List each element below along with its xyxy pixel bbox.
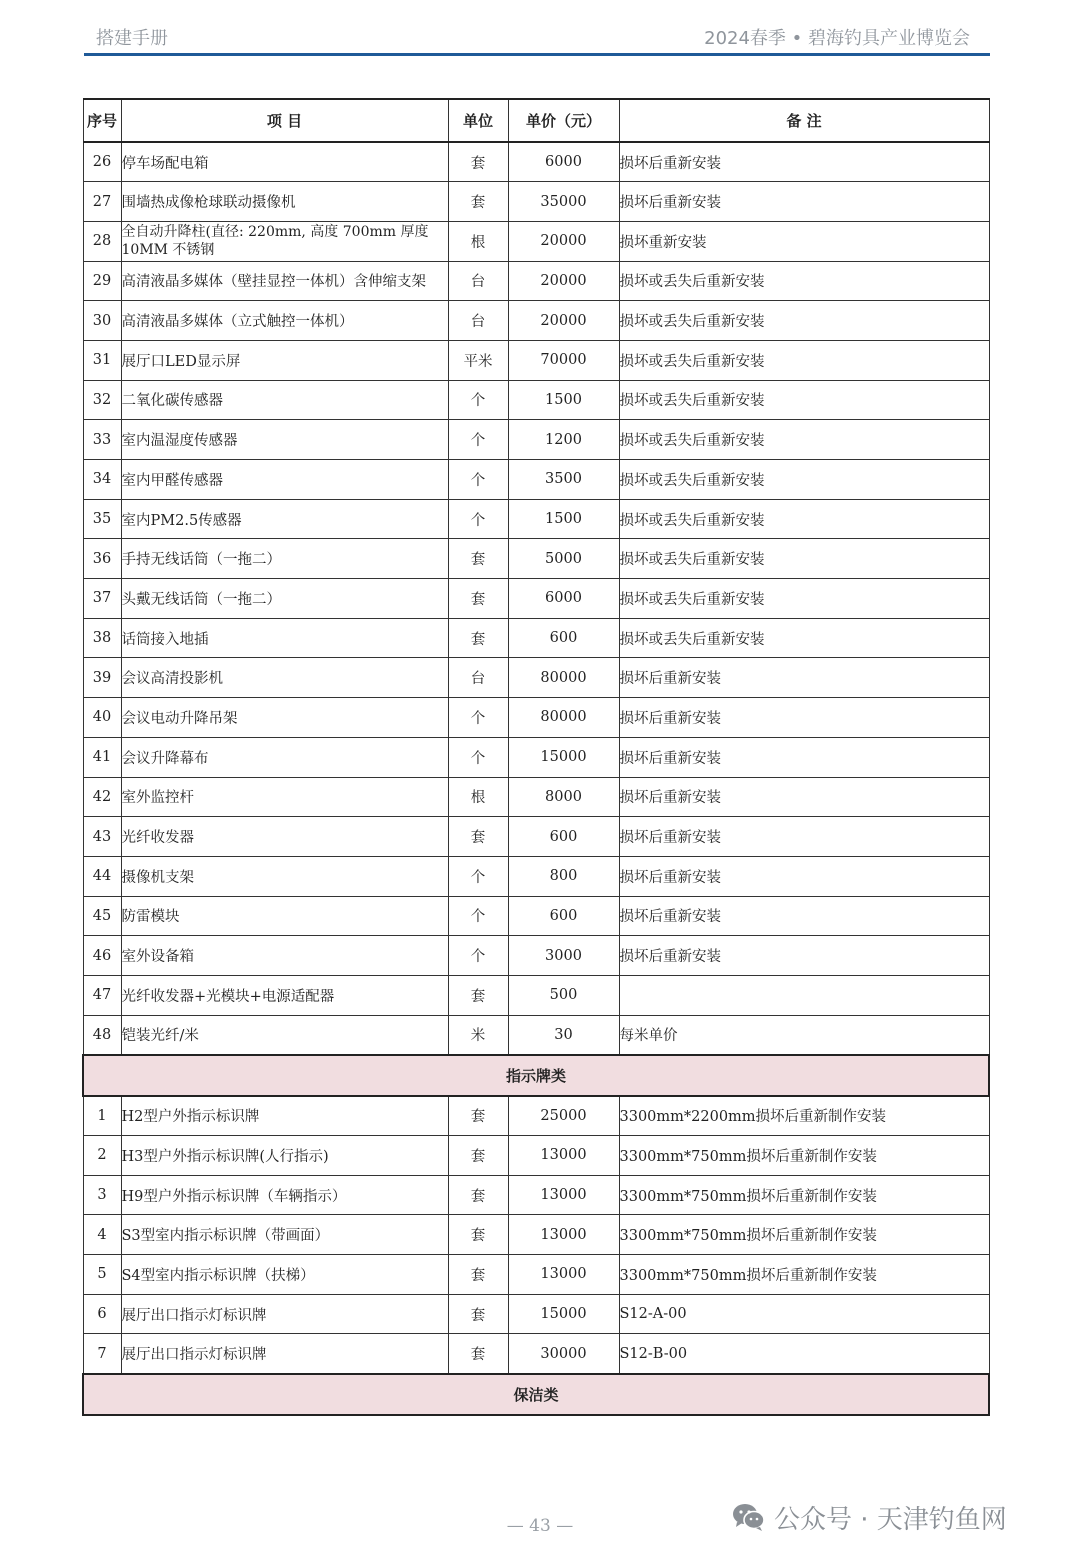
row-price: 3000 bbox=[508, 936, 619, 976]
table-header-row bbox=[83, 99, 989, 142]
table-row bbox=[83, 1096, 989, 1136]
row-price: 13000 bbox=[508, 1136, 619, 1176]
section-title: 保洁类 bbox=[83, 1374, 989, 1415]
row-price: 13000 bbox=[508, 1255, 619, 1295]
row-item: H3型户外指示标识牌(人行指示) bbox=[121, 1136, 448, 1176]
row-price: 30000 bbox=[508, 1334, 619, 1374]
row-note: 损坏或丢失后重新安装 bbox=[619, 420, 989, 460]
row-price: 1500 bbox=[508, 499, 619, 539]
table-row bbox=[83, 499, 989, 539]
table-row bbox=[83, 618, 989, 658]
row-unit: 个 bbox=[448, 499, 508, 539]
table-row bbox=[83, 896, 989, 936]
table-row bbox=[83, 1334, 989, 1374]
table-row bbox=[83, 182, 989, 222]
table-row bbox=[83, 221, 989, 261]
row-note: 损坏或丢失后重新安装 bbox=[619, 499, 989, 539]
row-price: 600 bbox=[508, 896, 619, 936]
row-price: 15000 bbox=[508, 1294, 619, 1334]
row-price: 1500 bbox=[508, 380, 619, 420]
row-note: 损坏或丢失后重新安装 bbox=[619, 301, 989, 341]
row-price: 13000 bbox=[508, 1215, 619, 1255]
row-unit: 套 bbox=[448, 1334, 508, 1374]
row-item: 高清液晶多媒体（立式触控一体机） bbox=[121, 301, 448, 341]
row-item: H2型户外指示标识牌 bbox=[121, 1096, 448, 1136]
row-number: 32 bbox=[83, 380, 121, 420]
row-note: S12-A-00 bbox=[619, 1294, 989, 1334]
column-header-note: 备 注 bbox=[619, 99, 989, 142]
row-price: 600 bbox=[508, 817, 619, 857]
table-row bbox=[83, 1215, 989, 1255]
row-number: 34 bbox=[83, 460, 121, 500]
row-number: 47 bbox=[83, 975, 121, 1015]
table-row bbox=[83, 975, 989, 1015]
row-note: 损坏或丢失后重新安装 bbox=[619, 618, 989, 658]
row-price: 800 bbox=[508, 856, 619, 896]
column-header-unit: 单位 bbox=[448, 99, 508, 142]
row-note: 损坏或丢失后重新安装 bbox=[619, 380, 989, 420]
row-unit: 套 bbox=[448, 618, 508, 658]
row-item: 全自动升降柱(直径: 220mm, 高度 700mm 厚度10MM 不锈钢 bbox=[121, 221, 448, 261]
table-row bbox=[83, 142, 989, 182]
row-unit: 套 bbox=[448, 579, 508, 619]
row-note bbox=[619, 975, 989, 1015]
header-left-title: 搭建手册 bbox=[96, 28, 168, 49]
wechat-icon bbox=[732, 1502, 766, 1532]
row-unit: 台 bbox=[448, 301, 508, 341]
row-note: S12-B-00 bbox=[619, 1334, 989, 1374]
row-number: 26 bbox=[83, 142, 121, 182]
row-unit: 套 bbox=[448, 1096, 508, 1136]
row-price: 35000 bbox=[508, 182, 619, 222]
row-unit: 套 bbox=[448, 1136, 508, 1176]
row-number: 4 bbox=[83, 1215, 121, 1255]
row-number: 44 bbox=[83, 856, 121, 896]
row-number: 48 bbox=[83, 1015, 121, 1055]
row-note: 3300mm*2200mm损坏后重新制作安装 bbox=[619, 1096, 989, 1136]
row-item: 会议升降幕布 bbox=[121, 737, 448, 777]
row-number: 37 bbox=[83, 579, 121, 619]
row-number: 6 bbox=[83, 1294, 121, 1334]
column-header-no: 序号 bbox=[83, 99, 121, 142]
row-note: 损坏后重新安装 bbox=[619, 936, 989, 976]
row-price: 8000 bbox=[508, 777, 619, 817]
row-unit: 根 bbox=[448, 777, 508, 817]
row-price: 6000 bbox=[508, 142, 619, 182]
row-number: 33 bbox=[83, 420, 121, 460]
row-unit: 米 bbox=[448, 1015, 508, 1055]
row-note: 3300mm*750mm损坏后重新制作安装 bbox=[619, 1255, 989, 1295]
table-row bbox=[83, 698, 989, 738]
row-note: 损坏或丢失后重新安装 bbox=[619, 261, 989, 301]
row-number: 31 bbox=[83, 340, 121, 380]
row-unit: 个 bbox=[448, 737, 508, 777]
table-row bbox=[83, 856, 989, 896]
row-item: 话筒接入地插 bbox=[121, 618, 448, 658]
row-unit: 台 bbox=[448, 261, 508, 301]
row-unit: 平米 bbox=[448, 340, 508, 380]
row-price: 20000 bbox=[508, 221, 619, 261]
row-price: 600 bbox=[508, 618, 619, 658]
row-unit: 个 bbox=[448, 856, 508, 896]
row-number: 45 bbox=[83, 896, 121, 936]
row-price: 20000 bbox=[508, 301, 619, 341]
table-row bbox=[83, 380, 989, 420]
row-item: 室内温湿度传感器 bbox=[121, 420, 448, 460]
table-row bbox=[83, 1175, 989, 1215]
row-note: 损坏后重新安装 bbox=[619, 777, 989, 817]
table-row bbox=[83, 460, 989, 500]
row-number: 39 bbox=[83, 658, 121, 698]
row-price: 5000 bbox=[508, 539, 619, 579]
table-row bbox=[83, 1136, 989, 1176]
row-item: 室外设备箱 bbox=[121, 936, 448, 976]
row-number: 40 bbox=[83, 698, 121, 738]
row-number: 35 bbox=[83, 499, 121, 539]
row-unit: 套 bbox=[448, 142, 508, 182]
row-number: 27 bbox=[83, 182, 121, 222]
row-unit: 个 bbox=[448, 420, 508, 460]
row-number: 29 bbox=[83, 261, 121, 301]
row-item: 手持无线话筒（一拖二） bbox=[121, 539, 448, 579]
table-row bbox=[83, 301, 989, 341]
row-unit: 套 bbox=[448, 1294, 508, 1334]
table-row bbox=[83, 1294, 989, 1334]
row-unit: 套 bbox=[448, 1255, 508, 1295]
row-number: 3 bbox=[83, 1175, 121, 1215]
row-unit: 套 bbox=[448, 817, 508, 857]
row-item: 高清液晶多媒体（壁挂显控一体机）含伸缩支架 bbox=[121, 261, 448, 301]
row-unit: 个 bbox=[448, 380, 508, 420]
row-item: 二氧化碳传感器 bbox=[121, 380, 448, 420]
table-row bbox=[83, 340, 989, 380]
row-unit: 根 bbox=[448, 221, 508, 261]
watermark bbox=[732, 1500, 1007, 1534]
row-item: 停车场配电箱 bbox=[121, 142, 448, 182]
row-note: 损坏后重新安装 bbox=[619, 658, 989, 698]
row-note: 损坏后重新安装 bbox=[619, 817, 989, 857]
row-number: 2 bbox=[83, 1136, 121, 1176]
row-number: 7 bbox=[83, 1334, 121, 1374]
table-row bbox=[83, 936, 989, 976]
row-price: 1200 bbox=[508, 420, 619, 460]
row-unit: 个 bbox=[448, 460, 508, 500]
page-number: — 43 — bbox=[506, 1516, 574, 1536]
row-note: 损坏后重新安装 bbox=[619, 856, 989, 896]
row-number: 42 bbox=[83, 777, 121, 817]
row-note: 损坏后重新安装 bbox=[619, 142, 989, 182]
row-price: 15000 bbox=[508, 737, 619, 777]
watermark-text: 公众号 · 天津钓鱼网 bbox=[774, 1504, 1007, 1535]
header-divider bbox=[84, 53, 990, 56]
row-item: 室外监控杆 bbox=[121, 777, 448, 817]
header-right-title: 2024春季 • 碧海钓具产业博览会 bbox=[704, 28, 970, 49]
page-header bbox=[84, 22, 988, 52]
row-price: 6000 bbox=[508, 579, 619, 619]
row-item: 光纤收发器 bbox=[121, 817, 448, 857]
row-note: 损坏或丢失后重新安装 bbox=[619, 579, 989, 619]
table-row bbox=[83, 777, 989, 817]
row-item: 室内PM2.5传感器 bbox=[121, 499, 448, 539]
row-price: 30 bbox=[508, 1015, 619, 1055]
row-item: 围墙热成像枪球联动摄像机 bbox=[121, 182, 448, 222]
row-number: 43 bbox=[83, 817, 121, 857]
row-number: 38 bbox=[83, 618, 121, 658]
row-item: 展厅口LED显示屏 bbox=[121, 340, 448, 380]
row-note: 3300mm*750mm损坏后重新制作安装 bbox=[619, 1136, 989, 1176]
row-unit: 套 bbox=[448, 539, 508, 579]
row-number: 46 bbox=[83, 936, 121, 976]
row-item: S3型室内指示标识牌（带画面） bbox=[121, 1215, 448, 1255]
row-note: 3300mm*750mm损坏后重新制作安装 bbox=[619, 1215, 989, 1255]
row-note: 损坏重新安装 bbox=[619, 221, 989, 261]
row-note: 损坏后重新安装 bbox=[619, 182, 989, 222]
row-unit: 套 bbox=[448, 1215, 508, 1255]
row-number: 41 bbox=[83, 737, 121, 777]
price-table bbox=[82, 98, 990, 1416]
row-note: 损坏后重新安装 bbox=[619, 737, 989, 777]
row-number: 36 bbox=[83, 539, 121, 579]
row-number: 5 bbox=[83, 1255, 121, 1295]
row-price: 20000 bbox=[508, 261, 619, 301]
table-row bbox=[83, 658, 989, 698]
row-price: 80000 bbox=[508, 658, 619, 698]
row-item: 展厅出口指示灯标识牌 bbox=[121, 1294, 448, 1334]
row-item: 头戴无线话筒（一拖二） bbox=[121, 579, 448, 619]
table-row bbox=[83, 1015, 989, 1055]
column-header-item: 项 目 bbox=[121, 99, 448, 142]
row-note: 3300mm*750mm损坏后重新制作安装 bbox=[619, 1175, 989, 1215]
section-title: 指示牌类 bbox=[83, 1055, 989, 1096]
row-item: 会议高清投影机 bbox=[121, 658, 448, 698]
row-unit: 套 bbox=[448, 1175, 508, 1215]
section-row bbox=[83, 1055, 989, 1096]
row-number: 1 bbox=[83, 1096, 121, 1136]
table-row bbox=[83, 1255, 989, 1295]
row-unit: 台 bbox=[448, 658, 508, 698]
row-item: 防雷模块 bbox=[121, 896, 448, 936]
table-row bbox=[83, 261, 989, 301]
row-item: 摄像机支架 bbox=[121, 856, 448, 896]
table-row bbox=[83, 737, 989, 777]
row-item: 光纤收发器+光模块+电源适配器 bbox=[121, 975, 448, 1015]
row-number: 28 bbox=[83, 221, 121, 261]
row-price: 13000 bbox=[508, 1175, 619, 1215]
row-note: 损坏或丢失后重新安装 bbox=[619, 539, 989, 579]
row-note: 损坏后重新安装 bbox=[619, 896, 989, 936]
table-row bbox=[83, 579, 989, 619]
row-price: 3500 bbox=[508, 460, 619, 500]
row-price: 25000 bbox=[508, 1096, 619, 1136]
row-item: 铠装光纤/米 bbox=[121, 1015, 448, 1055]
row-item: 室内甲醛传感器 bbox=[121, 460, 448, 500]
row-price: 80000 bbox=[508, 698, 619, 738]
row-price: 500 bbox=[508, 975, 619, 1015]
column-header-price: 单价（元） bbox=[508, 99, 619, 142]
row-unit: 个 bbox=[448, 936, 508, 976]
row-note: 每米单价 bbox=[619, 1015, 989, 1055]
row-number: 30 bbox=[83, 301, 121, 341]
row-item: H9型户外指示标识牌（车辆指示） bbox=[121, 1175, 448, 1215]
row-item: 会议电动升降吊架 bbox=[121, 698, 448, 738]
table-row bbox=[83, 817, 989, 857]
row-item: S4型室内指示标识牌（扶梯） bbox=[121, 1255, 448, 1295]
row-item: 展厅出口指示灯标识牌 bbox=[121, 1334, 448, 1374]
row-note: 损坏或丢失后重新安装 bbox=[619, 340, 989, 380]
row-note: 损坏或丢失后重新安装 bbox=[619, 460, 989, 500]
table-row bbox=[83, 420, 989, 460]
section-row bbox=[83, 1374, 989, 1415]
row-unit: 套 bbox=[448, 182, 508, 222]
row-unit: 个 bbox=[448, 896, 508, 936]
table-row bbox=[83, 539, 989, 579]
row-unit: 套 bbox=[448, 975, 508, 1015]
row-unit: 个 bbox=[448, 698, 508, 738]
row-price: 70000 bbox=[508, 340, 619, 380]
row-note: 损坏后重新安装 bbox=[619, 698, 989, 738]
